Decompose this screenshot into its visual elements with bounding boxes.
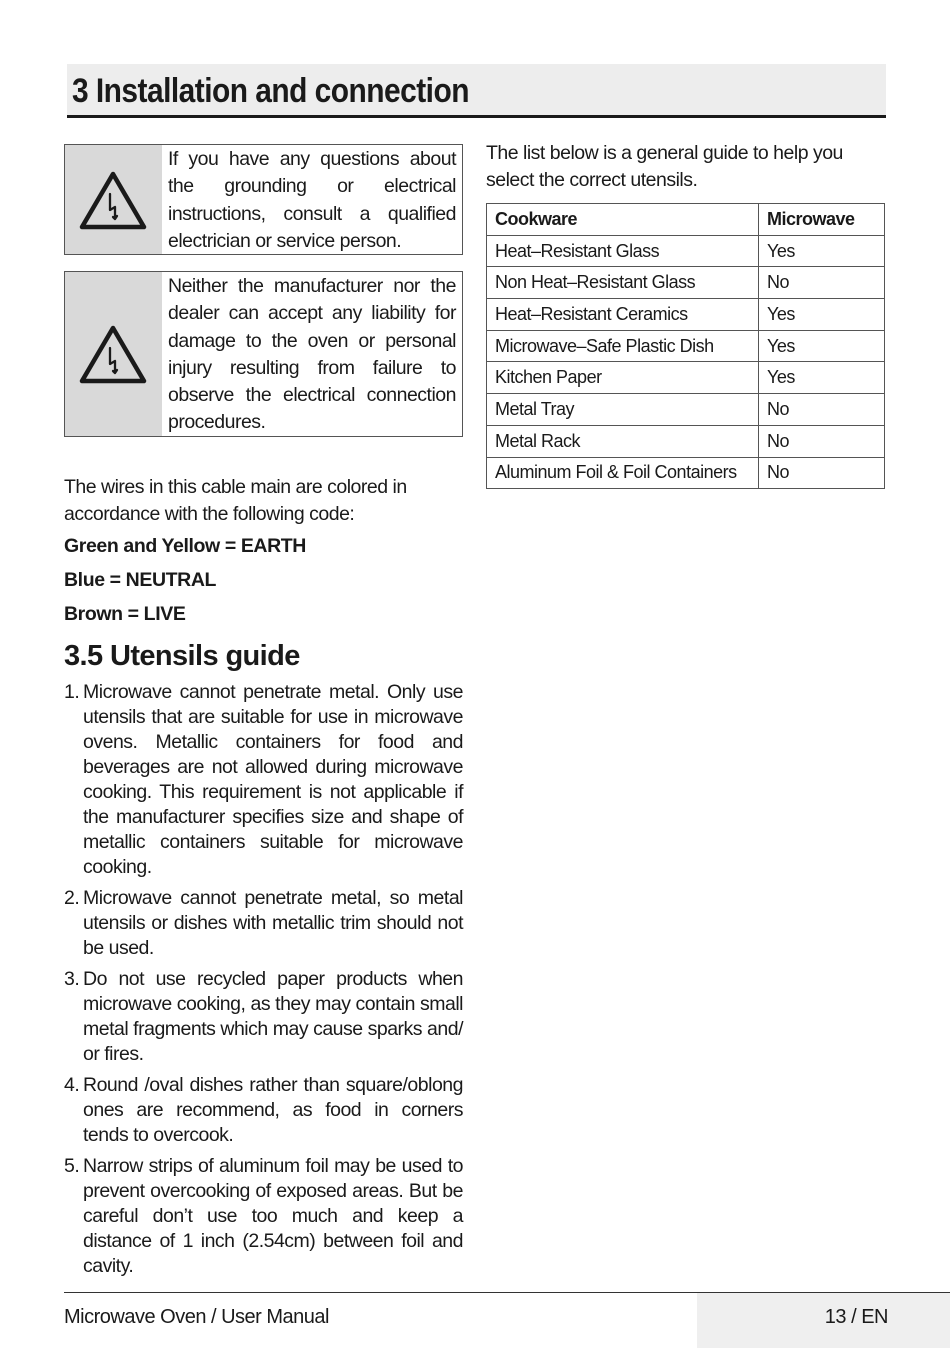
- cookware-cell: Metal Rack: [487, 425, 759, 457]
- microwave-cell: No: [759, 457, 885, 489]
- cookware-cell: Non Heat–Resistant Glass: [487, 267, 759, 299]
- section-title: 3.5 Utensils guide: [64, 640, 300, 672]
- wires-intro: The wires in this cable main are colored in accordance with the following code:: [64, 476, 407, 525]
- list-item-number: 4.: [64, 1074, 80, 1096]
- microwave-cell: Yes: [759, 235, 885, 267]
- cookware-cell: Microwave–Safe Plastic Dish: [487, 330, 759, 362]
- list-item-number: 2.: [64, 887, 80, 909]
- wire-code-earth: Green and Yellow = EARTH: [64, 535, 306, 557]
- electrical-hazard-icon: [79, 170, 147, 230]
- warning-text: Neither the manufacturer nor the dealer can accept any liability for damage to the oven or personal injury resulting from failure to observe the electrical connection procedures.: [168, 275, 456, 434]
- cookware-cell: Heat–Resistant Glass: [487, 235, 759, 267]
- wire-code-neutral: Blue = NEUTRAL: [64, 569, 217, 591]
- cookware-cell: Kitchen Paper: [487, 362, 759, 394]
- list-item-text: Do not use recycled paper products when microwave cooking, as they may contain small metal fragments which may cause sparks and/ or fires.: [83, 968, 463, 1065]
- list-item: [64, 1154, 463, 1279]
- list-item: [64, 886, 463, 961]
- footer-page-panel: [697, 1293, 950, 1348]
- microwave-cell: Yes: [759, 362, 885, 394]
- wire-code-live: Brown = LIVE: [64, 603, 186, 625]
- cookware-cell: Heat–Resistant Ceramics: [487, 299, 759, 331]
- cookware-cell: Metal Tray: [487, 394, 759, 426]
- page-title: 3 Installation and connection: [72, 72, 469, 110]
- table-row: [487, 267, 885, 299]
- list-item: [64, 680, 463, 880]
- table-row: [487, 235, 885, 267]
- electrical-hazard-icon: [79, 324, 147, 384]
- microwave-cell: No: [759, 394, 885, 426]
- table-row: [487, 299, 885, 331]
- list-item-text: Round /oval dishes rather than square/oblong ones are recommend, as food in corners tends to overcook.: [83, 1074, 463, 1146]
- table-row: [487, 457, 885, 489]
- guide-intro: The list below is a general guide to help you select the correct utensils.: [486, 142, 843, 191]
- column-header-cookware: Cookware: [487, 204, 759, 236]
- microwave-cell: No: [759, 425, 885, 457]
- list-item: [64, 1073, 463, 1148]
- list-item-number: 1.: [64, 681, 80, 703]
- list-item-text: Microwave cannot penetrate metal, so metal utensils or dishes with metallic trim should not be used.: [83, 887, 463, 959]
- cookware-cell: Aluminum Foil & Foil Containers: [487, 457, 759, 489]
- table-header-row: [487, 204, 885, 236]
- list-item-number: 3.: [64, 968, 80, 990]
- list-item-text: Narrow strips of aluminum foil may be used to prevent overcooking of exposed areas. But be careful don’t use too much and keep a distance of 1 inch (2.54cm) between foil and cavity.: [83, 1155, 463, 1277]
- table-row: [487, 425, 885, 457]
- table-row: [487, 394, 885, 426]
- table-row: [487, 330, 885, 362]
- warning-box: [64, 271, 463, 437]
- column-header-microwave: Microwave: [759, 204, 885, 236]
- warning-text: If you have any questions about the grounding or electrical instructions, consult a qualified electrician or service person.: [168, 148, 456, 252]
- warning-icon-cell: [65, 145, 162, 254]
- table-row: [487, 362, 885, 394]
- list-item-number: 5.: [64, 1155, 80, 1177]
- microwave-cell: No: [759, 267, 885, 299]
- list-item: [64, 967, 463, 1067]
- microwave-cell: Yes: [759, 299, 885, 331]
- page-number: 13 / EN: [824, 1306, 888, 1328]
- warning-icon-cell: [65, 272, 162, 436]
- utensils-table: [486, 203, 885, 489]
- section-header: [67, 64, 886, 118]
- microwave-cell: Yes: [759, 330, 885, 362]
- footer-document-title: Microwave Oven / User Manual: [64, 1306, 329, 1328]
- utensils-list: [64, 680, 463, 1285]
- warning-box: [64, 144, 463, 255]
- list-item-text: Microwave cannot penetrate metal. Only use utensils that are suitable for use in microwave ovens. Metallic containers for food and beverages are not allowed during microwave cooking. This requirement is not applicable if the manufacturer specifies size and shape of metallic containers suitable for microwave cooking.: [83, 681, 463, 878]
